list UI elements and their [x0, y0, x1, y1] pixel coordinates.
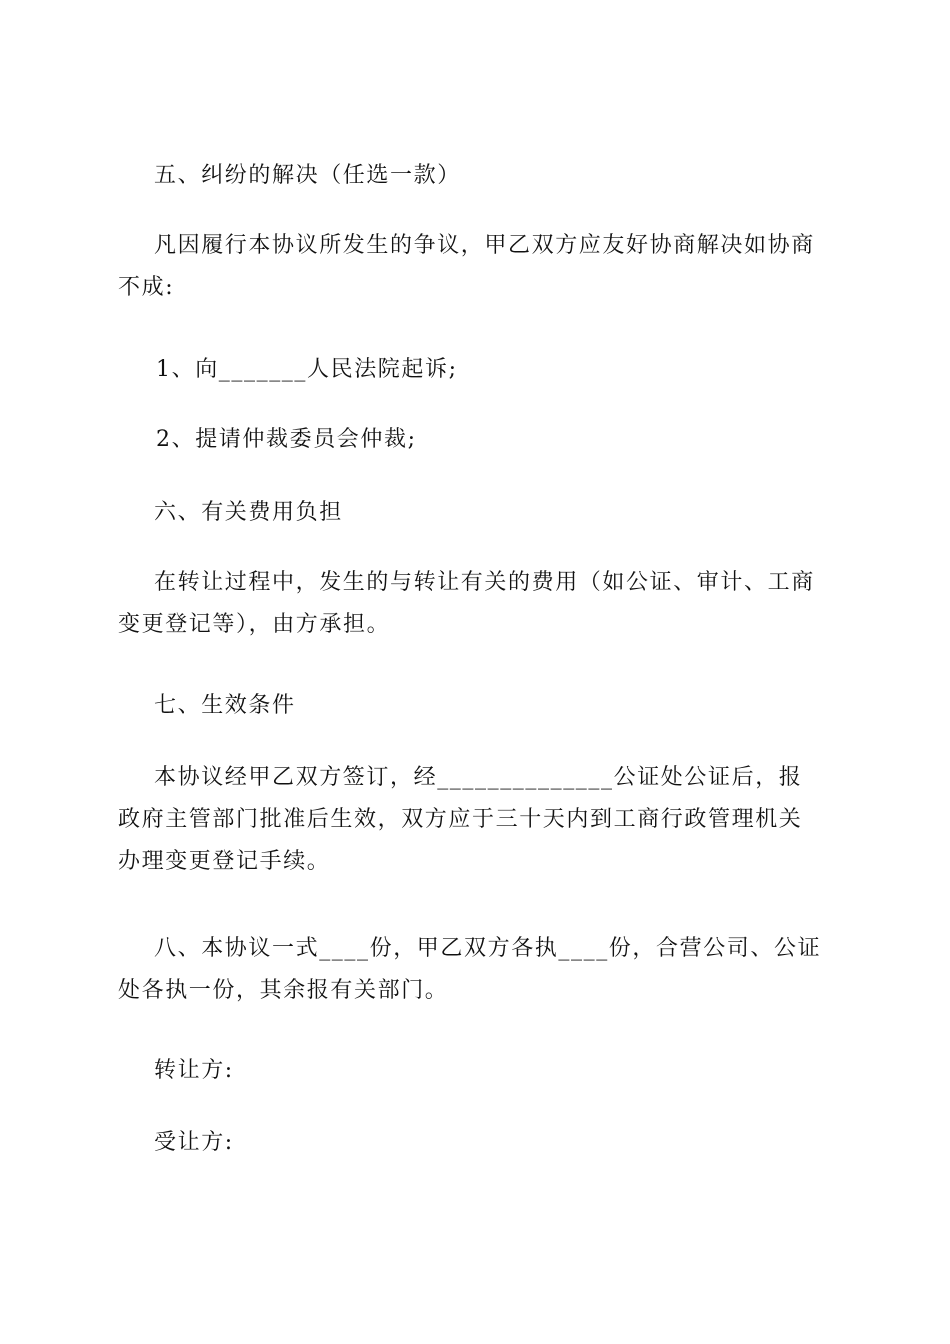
dispute-option-court: 1、向_______人民法院起诉;	[156, 357, 458, 382]
dispute-option-arbitration: 2、提请仲裁委员会仲裁;	[156, 427, 417, 452]
transferee-signature-line: 受让方:	[154, 1130, 234, 1155]
dispute-clause-paragraph: 凡因履行本协议所发生的争议，甲乙双方应友好协商解决如协商不成:	[118, 233, 815, 300]
section-heading-dispute-resolution: 五、纠纷的解决（任选一款）	[154, 163, 461, 188]
effective-conditions-paragraph: 本协议经甲乙双方签订，经______________公证处公证后，报政府主管部门批准后生效，双方应于三十天内到工商行政管理机关办理变更登记手续。	[118, 765, 803, 874]
copies-clause-paragraph: 八、本协议一式____份，甲乙双方各执____份，合营公司、公证处各执一份，其余报有关部门。	[118, 936, 822, 1003]
costs-clause-paragraph: 在转让过程中，发生的与转让有关的费用（如公证、审计、工商变更登记等），由方承担。	[118, 570, 815, 637]
section-heading-costs: 六、有关费用负担	[154, 500, 343, 525]
transferor-signature-line: 转让方:	[154, 1058, 234, 1083]
section-heading-effective-conditions: 七、生效条件	[154, 693, 296, 718]
